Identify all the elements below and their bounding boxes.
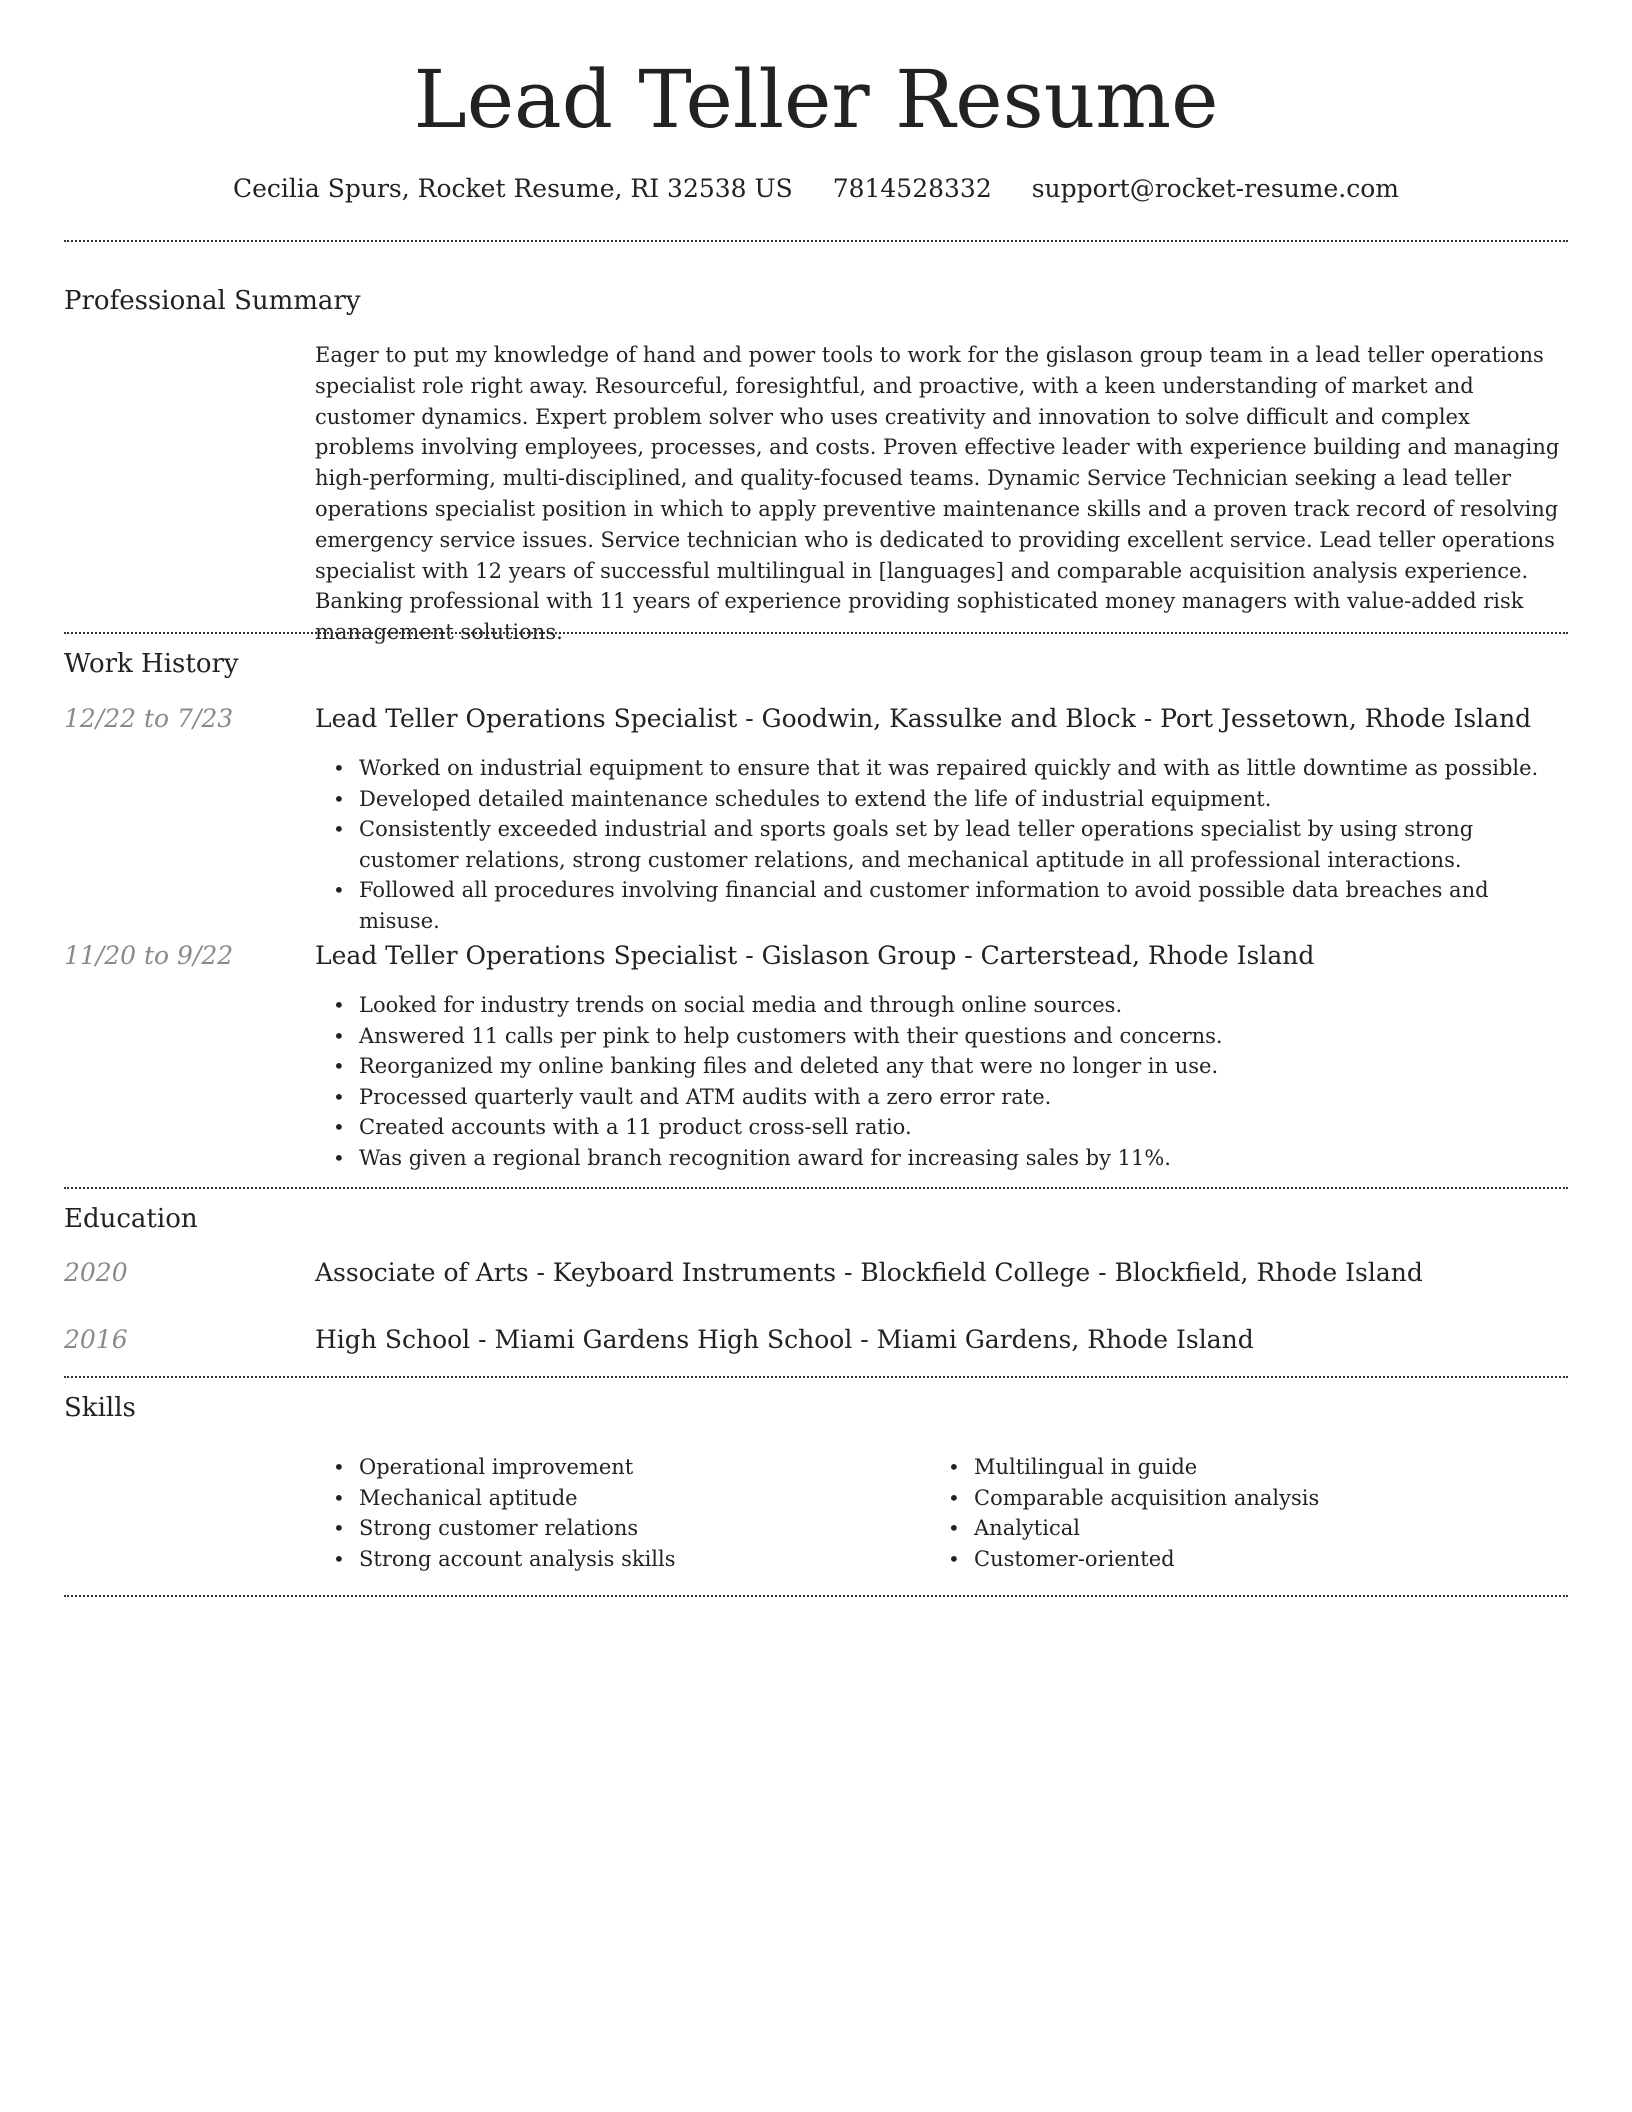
contact-email: support@rocket-resume.com — [1031, 174, 1400, 203]
skill-item: • Multilingual in guide — [930, 1452, 1530, 1483]
list-item: • Followed all procedures involving financial and customer information to avoid possible data breaches and misuse. — [315, 875, 1568, 936]
list-item: • Consistently exceeded industrial and sports goals set by lead teller operations specialist by using strong customer relations, strong customer relations, and mechanical aptitude in all professional interactions. — [315, 814, 1568, 875]
skill-item: • Mechanical aptitude — [315, 1483, 915, 1514]
list-item: • Created accounts with a 11 product cross-sell ratio. — [315, 1112, 1568, 1143]
education-entry: Associate of Arts - Keyboard Instruments - Blockfield College - Blockfield, Rhode Island — [315, 1258, 1423, 1287]
job-title: Lead Teller Operations Specialist - Gislason Group - Carterstead, Rhode Island — [315, 941, 1315, 970]
list-item: • Looked for industry trends on social media and through online sources. — [315, 990, 1568, 1021]
section-divider — [64, 1187, 1568, 1189]
skill-item: • Operational improvement — [315, 1452, 915, 1483]
list-item: • Developed detailed maintenance schedules to extend the life of industrial equipment. — [315, 784, 1568, 815]
contact-address: Cecilia Spurs, Rocket Resume, RI 32538 US — [232, 174, 793, 203]
education-entry: High School - Miami Gardens High School - Miami Gardens, Rhode Island — [315, 1325, 1254, 1354]
list-item: • Answered 11 calls per pink to help customers with their questions and concerns. — [315, 1021, 1568, 1052]
section-divider — [64, 1376, 1568, 1378]
list-item: • Processed quarterly vault and ATM audits with a zero error rate. — [315, 1082, 1568, 1113]
summary-heading: Professional Summary — [64, 286, 361, 316]
skills-list-right — [930, 1452, 1530, 1574]
education-heading: Education — [64, 1204, 198, 1234]
education-year: 2016 — [64, 1325, 128, 1354]
job-dates: 12/22 to 7/23 — [64, 704, 234, 733]
skills-list-left — [315, 1452, 915, 1574]
section-divider — [64, 1595, 1568, 1597]
skill-item: • Analytical — [930, 1513, 1530, 1544]
list-item: • Was given a regional branch recognition award for increasing sales by 11%. — [315, 1143, 1568, 1174]
job-bullets — [315, 753, 1568, 936]
section-divider — [64, 632, 1568, 634]
job-dates: 11/20 to 9/22 — [64, 941, 234, 970]
skill-item: • Comparable acquisition analysis — [930, 1483, 1530, 1514]
skill-item: • Strong account analysis skills — [315, 1544, 915, 1575]
education-year: 2020 — [64, 1258, 128, 1287]
contact-phone: 7814528332 — [832, 174, 992, 203]
list-item: • Worked on industrial equipment to ensure that it was repaired quickly and with as little downtime as possible. — [315, 753, 1568, 784]
resume-title: Lead Teller Resume — [413, 53, 1219, 146]
list-item: • Reorganized my online banking files and deleted any that were no longer in use. — [315, 1051, 1568, 1082]
skills-heading: Skills — [64, 1393, 136, 1423]
skill-item: • Strong customer relations — [315, 1513, 915, 1544]
work-history-heading: Work History — [64, 649, 239, 679]
summary-text: Eager to put my knowledge of hand and power tools to work for the gislason group team in a lead teller operations specialist role right away. Resourceful, foresightful, and proactive, with a keen understanding of market and customer dynamics. Expert problem solver who uses creativity and innovation to solve difficult and complex problems involving employees, processes, and costs. Proven effective leader with experience building and managing high-performing, multi-disciplined, and quality-focused teams. Dynamic Service Technician seeking a lead teller operations specialist position in which to apply preventive maintenance skills and a proven track record of resolving emergency service issues. Service technician who is dedicated to providing excellent service. Lead teller operations specialist with 12 years of successful multilingual in [languages] and comparable acquisition analysis experience. Banking professional with 11 years of experience providing sophisticated money managers with value-added risk management solutions. — [315, 343, 1560, 645]
section-divider — [64, 240, 1568, 242]
skill-item: • Customer-oriented — [930, 1544, 1530, 1575]
job-bullets — [315, 990, 1568, 1173]
job-title: Lead Teller Operations Specialist - Goodwin, Kassulke and Block - Port Jessetown, Rhode Island — [315, 704, 1532, 733]
contact-line — [0, 171, 1632, 207]
